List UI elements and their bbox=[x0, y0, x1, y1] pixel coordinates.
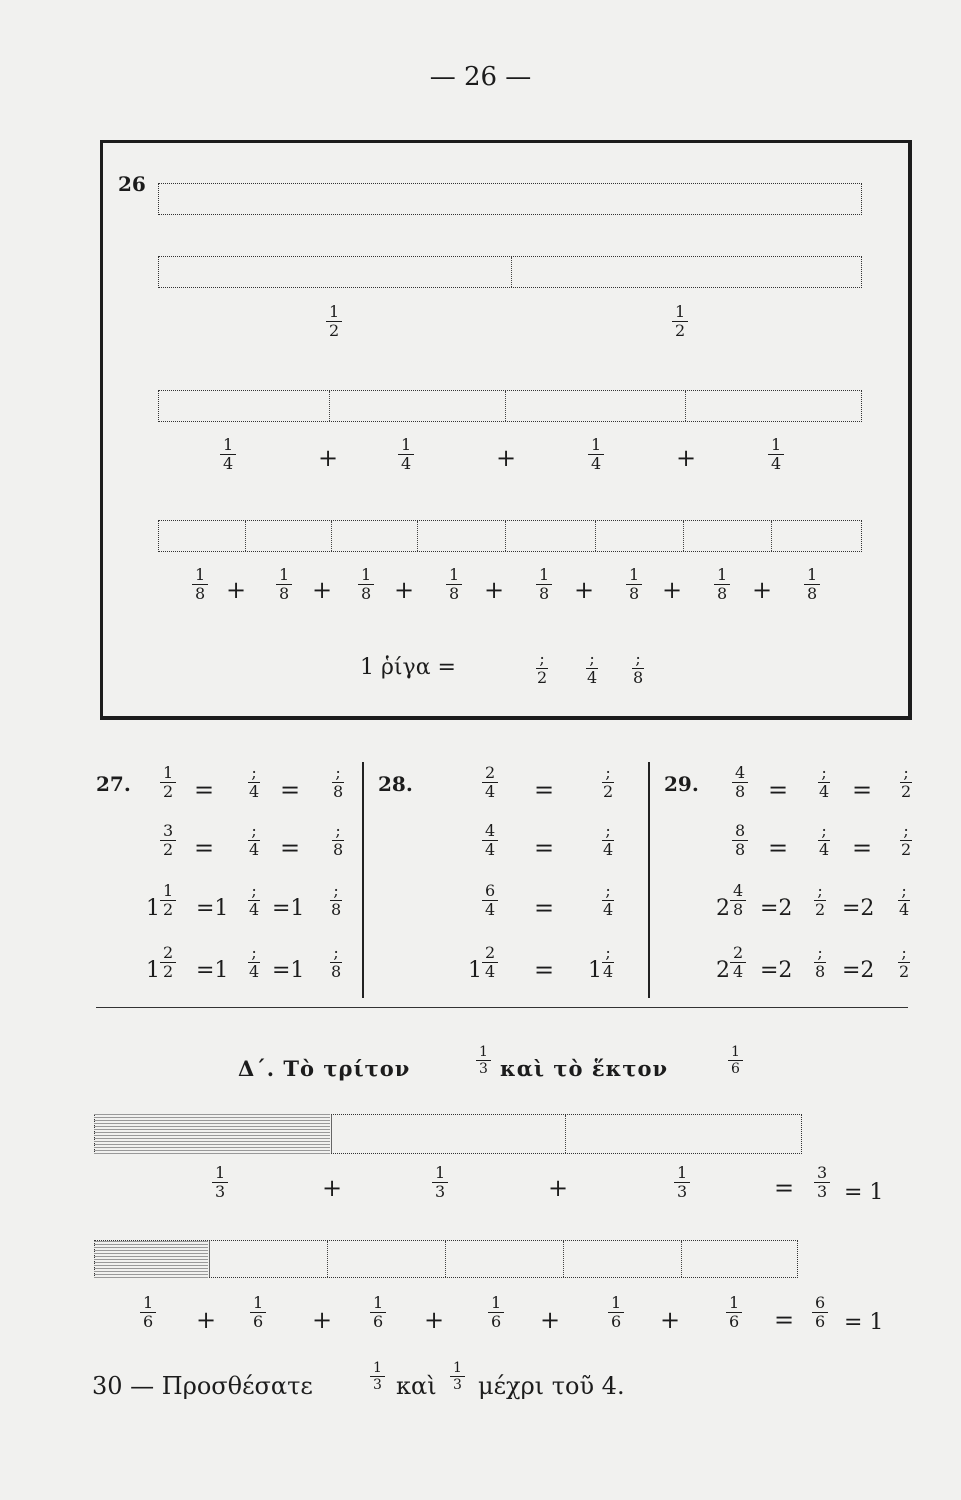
fraction: $\frac{1}{2}$ bbox=[160, 764, 176, 801]
equals-mixed: =2 bbox=[760, 896, 793, 921]
column-divider bbox=[362, 762, 364, 998]
fraction-sixth: $\frac{1}{6}$ bbox=[370, 1294, 386, 1331]
fraction-third: $\frac{1}{3}$ bbox=[674, 1164, 690, 1201]
plus-sign: + bbox=[676, 444, 697, 472]
fraction: $\frac{2}{4}$ bbox=[482, 764, 498, 801]
plus-sign: + bbox=[312, 1306, 333, 1334]
blank-fraction: ; 2 bbox=[899, 943, 910, 981]
fraction: $\frac{2}{2}$ bbox=[160, 944, 176, 981]
fraction-whole: $\frac{3}{3}$ bbox=[814, 1164, 830, 1201]
exercise-29-label: 29. bbox=[664, 772, 699, 796]
blank-fraction: ; 4 bbox=[603, 821, 614, 859]
blank-fraction: ; 8 bbox=[815, 943, 826, 981]
fraction: $\frac{4}{4}$ bbox=[482, 822, 498, 859]
blank-fraction: ; 4 bbox=[249, 943, 260, 981]
equals-sign: = bbox=[280, 776, 301, 804]
fraction-half: $\frac{1}{2}$ bbox=[326, 303, 342, 340]
fraction: $\frac{8}{8}$ bbox=[732, 822, 748, 859]
equals-sign: = bbox=[852, 834, 873, 862]
equals-mixed: =2 bbox=[842, 958, 875, 983]
section-separator bbox=[96, 1007, 908, 1008]
fraction-sixth: $\frac{1}{6}$ bbox=[250, 1294, 266, 1331]
equals-mixed: =2 bbox=[760, 958, 793, 983]
equals-sign: = bbox=[768, 834, 789, 862]
blank-fraction: ; 4 bbox=[819, 821, 830, 859]
eighths-bar bbox=[158, 520, 862, 552]
equals-sign: = bbox=[534, 894, 555, 922]
blank-fraction: ; 8 bbox=[333, 763, 344, 801]
shaded-third bbox=[94, 1114, 330, 1154]
plus-sign: + bbox=[318, 444, 339, 472]
whole-part: 1 bbox=[146, 958, 160, 983]
blank-fraction: ; 8 bbox=[633, 649, 644, 687]
equals-sign: = bbox=[194, 776, 215, 804]
fraction-third: $\frac{1}{3}$ bbox=[432, 1164, 448, 1201]
blank-fraction: ; 8 bbox=[333, 821, 344, 859]
plus-sign: + bbox=[424, 1306, 445, 1334]
blank-fraction: ; 4 bbox=[819, 763, 830, 801]
fraction: $\frac{6}{4}$ bbox=[482, 882, 498, 919]
plus-sign: + bbox=[752, 576, 773, 604]
equals-sign: = bbox=[774, 1306, 795, 1334]
fraction-quarter: $\frac{1}{4}$ bbox=[588, 436, 604, 473]
whole-part: 1 bbox=[146, 896, 160, 921]
section-d-heading-part1: Δ΄. Τὸ τρίτον bbox=[238, 1056, 411, 1081]
fraction-third: $\frac{1}{3}$ bbox=[370, 1360, 385, 1393]
equals-mixed: =1 bbox=[196, 896, 229, 921]
bar-divider bbox=[511, 257, 512, 287]
plus-sign: + bbox=[660, 1306, 681, 1334]
plus-sign: + bbox=[312, 576, 333, 604]
blank-fraction: ; 4 bbox=[249, 821, 260, 859]
ruler-equation-label: 1 ῥίγα = bbox=[360, 655, 456, 680]
fraction: $\frac{2}{4}$ bbox=[482, 944, 498, 981]
blank-fraction: ; 4 bbox=[587, 649, 598, 687]
blank-fraction: ; 4 bbox=[249, 763, 260, 801]
column-divider bbox=[648, 762, 650, 998]
equals-sign: = bbox=[534, 956, 555, 984]
blank-fraction: ; 2 bbox=[815, 881, 826, 919]
blank-fraction: ; 8 bbox=[331, 943, 342, 981]
fraction-quarter: $\frac{1}{4}$ bbox=[768, 436, 784, 473]
fraction-eighth: $\frac{1}{8}$ bbox=[804, 566, 820, 603]
plus-sign: + bbox=[322, 1174, 343, 1202]
blank-fraction: ; 4 bbox=[249, 881, 260, 919]
exercise-30-text-mid: καὶ bbox=[396, 1372, 437, 1400]
fraction-eighth: $\frac{1}{8}$ bbox=[192, 566, 208, 603]
fraction-eighth: $\frac{1}{8}$ bbox=[358, 566, 374, 603]
exercise-26-frame bbox=[100, 140, 912, 720]
exercise-28-label: 28. bbox=[378, 772, 413, 796]
quarters-bar bbox=[158, 390, 862, 422]
shaded-sixth bbox=[94, 1240, 208, 1278]
blank-fraction: ; 2 bbox=[537, 649, 548, 687]
exercise-26-label: 26 bbox=[118, 172, 146, 196]
exercise-30-text-end: μέχρι τοῦ 4. bbox=[478, 1372, 625, 1400]
plus-sign: + bbox=[394, 576, 415, 604]
fraction: $\frac{2}{4}$ bbox=[730, 944, 746, 981]
whole-bar bbox=[158, 183, 862, 215]
fraction-half: $\frac{1}{2}$ bbox=[672, 303, 688, 340]
fraction-whole: $\frac{6}{6}$ bbox=[812, 1294, 828, 1331]
fraction-sixth: $\frac{1}{6}$ bbox=[140, 1294, 156, 1331]
blank-fraction: ; 2 bbox=[901, 821, 912, 859]
equals-sign: = bbox=[852, 776, 873, 804]
fraction-quarter: $\frac{1}{4}$ bbox=[220, 436, 236, 473]
whole-part: 2 bbox=[716, 958, 730, 983]
fraction-eighth: $\frac{1}{8}$ bbox=[626, 566, 642, 603]
fraction-sixth: $\frac{1}{6}$ bbox=[728, 1044, 743, 1077]
blank-fraction: ; 8 bbox=[331, 881, 342, 919]
whole-part: 2 bbox=[716, 896, 730, 921]
equals-one: = 1 bbox=[844, 1180, 884, 1205]
fraction-eighth: $\frac{1}{8}$ bbox=[276, 566, 292, 603]
equals-mixed: =1 bbox=[272, 958, 305, 983]
halves-bar bbox=[158, 256, 862, 288]
fraction-sixth: $\frac{1}{6}$ bbox=[608, 1294, 624, 1331]
fraction-third: $\frac{1}{3}$ bbox=[212, 1164, 228, 1201]
fraction: $\frac{4}{8}$ bbox=[732, 764, 748, 801]
equals-sign: = bbox=[534, 834, 555, 862]
equals-one: = 1 bbox=[844, 1310, 884, 1335]
fraction-third: $\frac{1}{3}$ bbox=[450, 1360, 465, 1393]
section-d-heading-part2: καὶ τὸ ἕκτον bbox=[500, 1056, 669, 1081]
whole-part: 1 bbox=[588, 958, 602, 983]
plus-sign: + bbox=[540, 1306, 561, 1334]
equals-mixed: =2 bbox=[842, 896, 875, 921]
blank-fraction: ; 4 bbox=[603, 881, 614, 919]
plus-sign: + bbox=[548, 1174, 569, 1202]
fraction: $\frac{4}{8}$ bbox=[730, 882, 746, 919]
fraction: $\frac{3}{2}$ bbox=[160, 822, 176, 859]
fraction-quarter: $\frac{1}{4}$ bbox=[398, 436, 414, 473]
plus-sign: + bbox=[496, 444, 517, 472]
blank-fraction: ; 2 bbox=[603, 763, 614, 801]
equals-mixed: =1 bbox=[196, 958, 229, 983]
blank-fraction: ; 4 bbox=[899, 881, 910, 919]
equals-mixed: =1 bbox=[272, 896, 305, 921]
whole-part: 1 bbox=[468, 958, 482, 983]
plus-sign: + bbox=[196, 1306, 217, 1334]
equals-sign: = bbox=[774, 1174, 795, 1202]
exercise-30-text-start: 30 — Προσθέσατε bbox=[92, 1372, 313, 1400]
equals-sign: = bbox=[280, 834, 301, 862]
plus-sign: + bbox=[662, 576, 683, 604]
fraction-eighth: $\frac{1}{8}$ bbox=[536, 566, 552, 603]
blank-fraction: ; 2 bbox=[901, 763, 912, 801]
equals-sign: = bbox=[768, 776, 789, 804]
plus-sign: + bbox=[574, 576, 595, 604]
blank-fraction: ; 4 bbox=[603, 943, 614, 981]
plus-sign: + bbox=[226, 576, 247, 604]
page-number: — 26 — bbox=[429, 62, 532, 92]
fraction-eighth: $\frac{1}{8}$ bbox=[446, 566, 462, 603]
exercise-27-label: 27. bbox=[96, 772, 131, 796]
equals-sign: = bbox=[194, 834, 215, 862]
fraction-third: $\frac{1}{3}$ bbox=[476, 1044, 491, 1077]
equals-sign: = bbox=[534, 776, 555, 804]
plus-sign: + bbox=[484, 576, 505, 604]
fraction-sixth: $\frac{1}{6}$ bbox=[726, 1294, 742, 1331]
fraction-sixth: $\frac{1}{6}$ bbox=[488, 1294, 504, 1331]
fraction: $\frac{1}{2}$ bbox=[160, 882, 176, 919]
fraction-eighth: $\frac{1}{8}$ bbox=[714, 566, 730, 603]
